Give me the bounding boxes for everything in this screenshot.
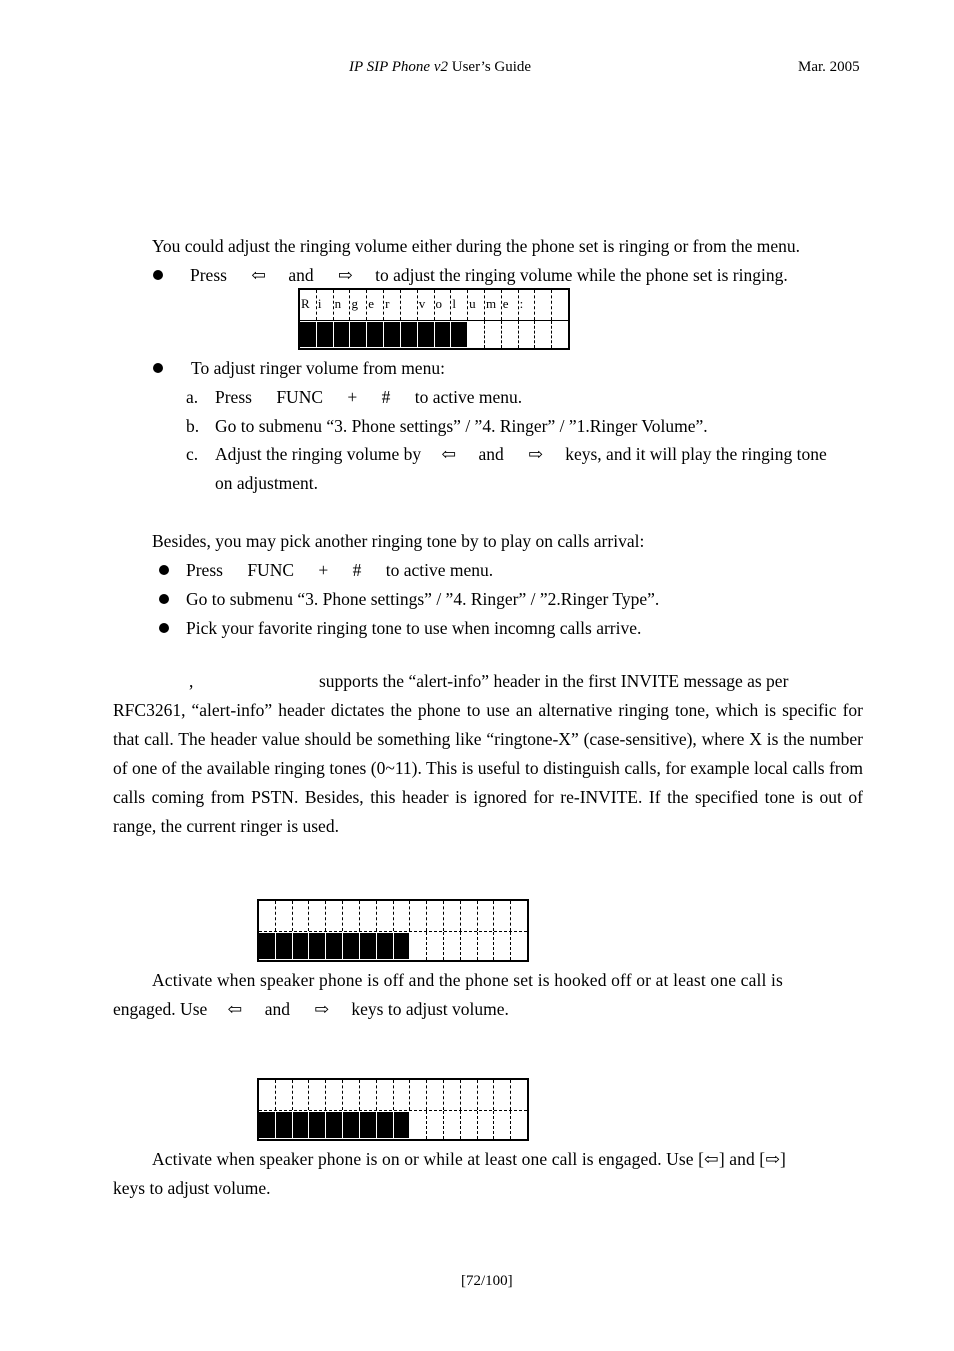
lcd-char-cell	[377, 901, 394, 931]
ringer-intro: You could adjust the ringing volume either during the phone set is ringing or from the menu.	[152, 236, 801, 256]
lcd-volume-block-empty	[427, 932, 444, 960]
lcd-volume-block-filled	[394, 1112, 411, 1138]
lcd-char: g	[351, 296, 358, 311]
lcd-volume-block-filled	[259, 1112, 276, 1138]
step-c: Adjust the ringing volume by ⇦ and ⇨ keys, and it will play the ringing tone	[215, 444, 827, 464]
left-arrow-icon: ⇦	[227, 999, 243, 1019]
step-b-label: b.	[186, 416, 200, 436]
lcd-char: i	[317, 296, 322, 311]
lcd-char-cell	[478, 1080, 495, 1110]
lcd-volume-block-filled	[451, 322, 468, 347]
step-c-line2: on adjustment.	[215, 473, 319, 493]
lcd-char: e	[502, 296, 509, 311]
lcd-char-cell	[468, 290, 485, 320]
speaker-volume-lcd	[257, 1078, 529, 1141]
lcd-char-cell	[444, 1080, 461, 1110]
lcd-char-cell	[427, 1080, 444, 1110]
lcd-volume-block-filled	[418, 322, 435, 347]
lcd-volume-block-empty	[552, 321, 568, 348]
lcd-volume-block-filled	[435, 322, 452, 347]
lcd-char-cell	[300, 290, 317, 320]
lcd-char: n	[334, 296, 342, 311]
step-a: Press FUNC + # to active menu.	[215, 387, 523, 407]
lcd-char-cell	[410, 901, 427, 931]
lcd-volume-block-filled	[377, 933, 394, 959]
lcd-char-cell	[309, 901, 326, 931]
tone-step-1: Press FUNC + # to active menu.	[186, 560, 494, 580]
tone-step-2: Go to submenu “3. Phone settings” / ”4. Ringer” / ”2.Ringer Type”.	[186, 589, 660, 609]
running-header	[349, 59, 531, 76]
lcd-volume-block-filled	[276, 1112, 293, 1138]
lcd-volume-block-filled	[293, 933, 310, 959]
bullet-icon	[153, 363, 163, 373]
lcd-volume-block-empty	[478, 932, 495, 960]
lcd-text-row	[259, 1080, 527, 1111]
lcd-volume-block-filled	[259, 933, 276, 959]
lcd-volume-block-empty	[461, 1111, 478, 1139]
lcd-char-cell	[502, 290, 519, 320]
right-arrow-icon: ⇨	[338, 265, 353, 285]
alert-paragraph: RFC3261, “alert-info” header dictates the phone to use an alternative ringing tone, which is specific for that call. The header value should be something like “ringtone-X” (case-sensitive), where X is the number of one of the available ringing tones (0~11). This is useful to distinguish calls, for example local calls from calls coming from PSTN. Besides, this header is ignored for re-INVITE. If the specified tone is out of range, the current ringer is used.	[113, 700, 863, 836]
tone-intro: Besides, you may pick another ringing tone by to play on calls arrival:	[152, 531, 645, 551]
lcd-volume-block-filled	[367, 322, 384, 347]
lcd-char-cell	[519, 290, 536, 320]
lcd-volume-block-filled	[334, 322, 351, 347]
lcd-volume-block-filled	[309, 1112, 326, 1138]
bullet-icon	[153, 270, 163, 280]
left-arrow-icon: ⇦	[251, 265, 266, 285]
lcd-char-cell	[418, 290, 435, 320]
lcd-volume-block-empty	[427, 1111, 444, 1139]
lcd-volume-block-empty	[410, 932, 427, 960]
lcd-volume-block-empty	[535, 321, 552, 348]
lcd-bar-row	[300, 321, 568, 348]
lcd-volume-block-filled	[377, 1112, 394, 1138]
page-number: [72/100]	[461, 1273, 513, 1289]
lcd-char-cell	[276, 1080, 293, 1110]
lcd-volume-block-filled	[343, 1112, 360, 1138]
speaker-line2: keys to adjust volume.	[113, 1178, 271, 1198]
lcd-char-cell	[494, 1080, 511, 1110]
lcd-volume-block-empty	[485, 321, 502, 348]
lcd-volume-block-filled	[326, 933, 343, 959]
lcd-char-cell	[309, 1080, 326, 1110]
alert-line1: supports the “alert-info” header in the first INVITE message as per	[319, 671, 789, 691]
lcd-volume-block-empty	[494, 1111, 511, 1139]
lcd-char-cell	[461, 1080, 478, 1110]
lcd-char-cell	[535, 290, 552, 320]
lcd-volume-block-filled	[350, 322, 367, 347]
lcd-volume-block-filled	[394, 933, 411, 959]
lcd-char-cell	[451, 290, 468, 320]
lcd-char-cell	[343, 901, 360, 931]
lcd-char-cell	[326, 901, 343, 931]
lcd-char: R	[301, 296, 310, 311]
lcd-char-cell	[350, 290, 367, 320]
lcd-char-cell	[317, 290, 334, 320]
lcd-volume-block-empty	[410, 1111, 427, 1139]
lcd-char-cell	[394, 1080, 411, 1110]
lcd-char-cell	[377, 1080, 394, 1110]
lcd-char-cell	[259, 901, 276, 931]
lcd-char-cell	[485, 290, 502, 320]
lcd-char-cell	[435, 290, 452, 320]
lcd-volume-block-filled	[293, 1112, 310, 1138]
lcd-char-cell	[410, 1080, 427, 1110]
lcd-char: l	[452, 296, 456, 311]
lcd-char-cell	[259, 1080, 276, 1110]
lcd-char-cell	[334, 290, 351, 320]
lcd-char-cell	[326, 1080, 343, 1110]
lcd-volume-block-filled	[276, 933, 293, 959]
lcd-char-cell	[360, 901, 377, 931]
lcd-char-cell	[427, 901, 444, 931]
lcd-text-row	[259, 901, 527, 932]
lcd-char: e	[368, 296, 375, 311]
lcd-volume-block-filled	[360, 933, 377, 959]
lcd-volume-block-empty	[444, 932, 461, 960]
lcd-volume-block-filled	[343, 933, 360, 959]
speaker-line1: Activate when speaker phone is on or while at least one call is engaged. Use [⇦] and [⇨]	[152, 1149, 786, 1169]
lcd-volume-block-filled	[309, 933, 326, 959]
lcd-char: o	[435, 296, 442, 311]
lcd-char-cell	[276, 901, 293, 931]
handset-line2: engaged. Use ⇦ and ⇨ keys to adjust volume.	[113, 999, 509, 1019]
lcd-char-cell	[401, 290, 418, 320]
left-arrow-icon: ⇦	[441, 444, 457, 464]
lcd-bar-row	[259, 932, 527, 960]
lcd-char: :	[519, 296, 524, 311]
handset-line1: Activate when speaker phone is off and the phone set is hooked off or at least one call is	[152, 970, 784, 990]
lcd-volume-block-empty	[444, 1111, 461, 1139]
lcd-volume-block-filled	[384, 322, 401, 347]
lcd-volume-block-empty	[519, 321, 536, 348]
lcd-volume-block-filled	[360, 1112, 377, 1138]
lcd-volume-block-empty	[468, 321, 485, 348]
alert-comma: ,	[189, 671, 194, 691]
lcd-char: v	[418, 296, 426, 311]
lcd-volume-block-empty	[478, 1111, 495, 1139]
lcd-bar-row	[259, 1111, 527, 1139]
bullet-icon	[159, 623, 169, 633]
lcd-volume-block-empty	[461, 932, 478, 960]
lcd-volume-block-empty	[494, 932, 511, 960]
lcd-char-cell	[360, 1080, 377, 1110]
right-arrow-icon: ⇨	[528, 444, 543, 464]
lcd-char-cell	[478, 901, 495, 931]
lcd-volume-block-filled	[401, 322, 418, 347]
ringer-bullet-menu: To adjust ringer volume from menu:	[191, 358, 445, 378]
ringer-volume-lcd	[298, 288, 570, 350]
lcd-volume-block-filled	[300, 322, 317, 347]
right-arrow-icon: ⇨	[314, 999, 330, 1019]
lcd-char: r	[385, 296, 390, 311]
lcd-char-cell	[494, 901, 511, 931]
guide-title: IP SIP Phone v2	[349, 59, 449, 75]
lcd-char-cell	[552, 290, 568, 320]
lcd-char: u	[469, 296, 476, 311]
lcd-char-cell	[293, 901, 310, 931]
ringer-bullet-press: Press ⇦ and ⇨ to adjust the ringing volume while the phone set is ringing.	[190, 265, 788, 285]
tone-step-3: Pick your favorite ringing tone to use when incomng calls arrive.	[186, 618, 642, 638]
lcd-char-cell	[394, 901, 411, 931]
lcd-char-cell	[384, 290, 401, 320]
lcd-volume-block-filled	[326, 1112, 343, 1138]
lcd-volume-block-empty	[502, 321, 519, 348]
lcd-volume-block-empty	[511, 1111, 527, 1139]
header-date: Mar. 2005	[798, 59, 860, 75]
lcd-char-cell	[367, 290, 384, 320]
lcd-volume-block-empty	[511, 932, 527, 960]
bullet-icon	[159, 565, 169, 575]
lcd-char-cell	[293, 1080, 310, 1110]
lcd-char-cell	[511, 901, 527, 931]
lcd-text-row	[300, 290, 568, 321]
lcd-char-cell	[461, 901, 478, 931]
handset-volume-lcd	[257, 899, 529, 962]
lcd-char: m	[485, 296, 497, 311]
lcd-char-cell	[511, 1080, 527, 1110]
lcd-volume-block-filled	[317, 322, 334, 347]
bullet-icon	[159, 594, 169, 604]
step-b: Go to submenu “3. Phone settings” / ”4. Ringer” / ”1.Ringer Volume”.	[215, 416, 708, 436]
step-a-label: a.	[186, 387, 199, 407]
step-c-label: c.	[186, 444, 199, 464]
lcd-char-cell	[343, 1080, 360, 1110]
guide-title-rest: User’s Guide	[448, 59, 532, 75]
lcd-char-cell	[444, 901, 461, 931]
